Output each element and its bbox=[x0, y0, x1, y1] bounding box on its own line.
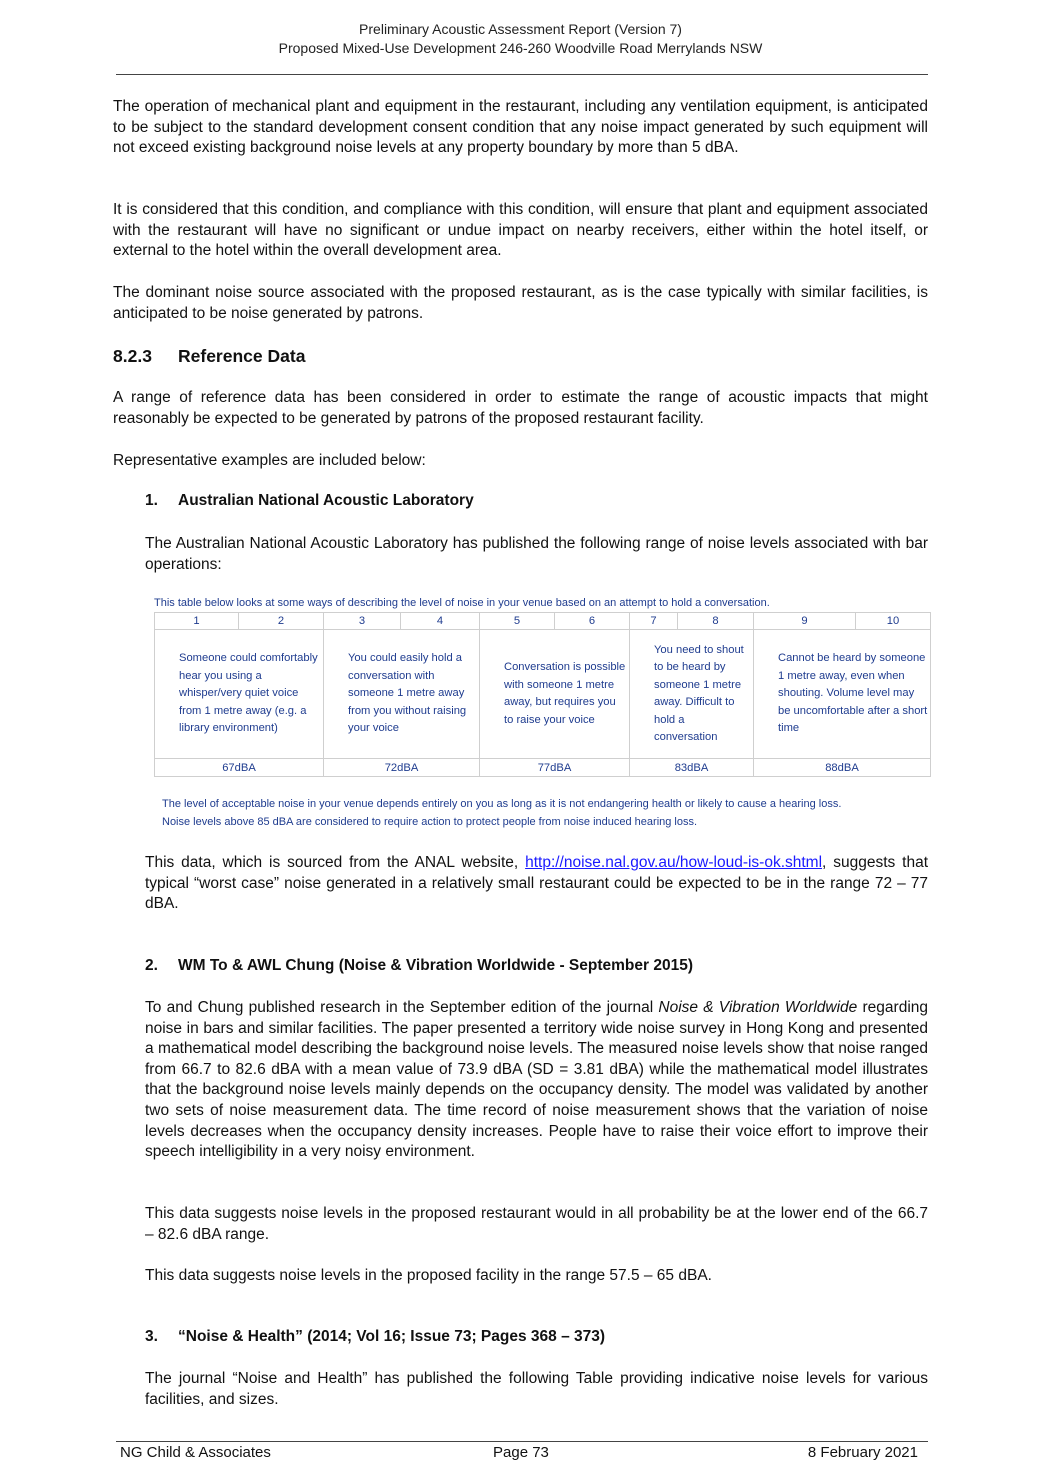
item-heading bbox=[145, 492, 474, 510]
table-caption: This table below looks at some ways of describing the level of noise in your venue based on an attempt to hold a conversation. bbox=[154, 597, 770, 609]
item-title: WM To & AWL Chung (Noise & Vibration Worldwide - September 2015) bbox=[178, 957, 693, 974]
scale-cell: 4 bbox=[401, 613, 480, 630]
footer-date: 8 February 2021 bbox=[807, 1444, 918, 1461]
header-rule bbox=[116, 74, 928, 75]
scale-cell: 8 bbox=[678, 613, 754, 630]
page-header bbox=[0, 20, 1041, 58]
text-run: To and Chung published research in the September edition of the journal bbox=[145, 999, 659, 1016]
item-number: 3. bbox=[145, 1328, 158, 1345]
paragraph: Representative examples are included below: bbox=[113, 452, 426, 469]
paragraph: This data suggests noise levels in the proposed restaurant would in all probability be at the lower end of the 66.7 – 82.6 dBA range. bbox=[145, 1205, 928, 1243]
scale-cell: 2 bbox=[239, 613, 324, 630]
item-title: Australian National Acoustic Laboratory bbox=[178, 492, 474, 509]
paragraph: The journal “Noise and Health” has published the following Table providing indicative noise levels for various facilities, and sizes. bbox=[145, 1370, 928, 1408]
scale-cell: 5 bbox=[480, 613, 555, 630]
noise-level-table-figure bbox=[154, 595, 930, 831]
level-cell: 67dBA bbox=[155, 759, 324, 777]
text-run: This data, which is sourced from the ANAL website, bbox=[145, 854, 526, 871]
scale-cell: 7 bbox=[630, 613, 678, 630]
item-number: 2. bbox=[145, 957, 158, 974]
level-cell: 88dBA bbox=[754, 759, 931, 777]
scale-cell: 10 bbox=[856, 613, 931, 630]
project-title: Proposed Mixed-Use Development 246-260 Woodville Road Merrylands NSW bbox=[278, 40, 763, 56]
scale-cell: 3 bbox=[324, 613, 401, 630]
description-cell: Cannot be heard by someone 1 metre away, even when shouting. Volume level may be uncomfortable after a short time bbox=[754, 630, 931, 759]
description-cell: Someone could comfortably hear you using a whisper/very quiet voice from 1 metre away (e.g. a library environment) bbox=[155, 630, 324, 759]
item-title: “Noise & Health” (2014; Vol 16; Issue 73; Pages 368 – 373) bbox=[178, 1328, 606, 1345]
description-cell: Conversation is possible with someone 1 metre away, but requires you to raise your voice bbox=[480, 630, 630, 759]
item-heading bbox=[145, 1328, 605, 1346]
scale-cell: 1 bbox=[155, 613, 239, 630]
paragraph: The dominant noise source associated with the proposed restaurant, as is the case typically with similar facilities, is anticipated to be noise generated by patrons. bbox=[113, 284, 928, 322]
nal-website-link[interactable]: http://noise.nal.gov.au/how-loud-is-ok.shtml bbox=[525, 854, 823, 871]
paragraph: The operation of mechanical plant and equipment in the restaurant, including any ventilation equipment, is anticipated to be subject to the standard development consent condition that any noise impact generated by such equipment will not exceed existing background noise levels at any property boundary by more than 5 dBA. bbox=[113, 98, 928, 157]
footer-company: NG Child & Associates bbox=[120, 1444, 271, 1461]
paragraph: It is considered that this condition, and compliance with this condition, will ensure that plant and equipment associated with the restaurant will have no significant or undue impact on nearby receivers, either within the hotel itself, or external to the hotel within the overall development area. bbox=[113, 201, 928, 260]
report-title: Preliminary Acoustic Assessment Report (Version 7) bbox=[359, 21, 682, 37]
level-cell: 72dBA bbox=[324, 759, 480, 777]
description-cell: You could easily hold a conversation with someone 1 metre away from you without raising your voice bbox=[324, 630, 480, 759]
paragraph: The Australian National Acoustic Laboratory has published the following range of noise levels associated with bar operations: bbox=[145, 535, 928, 573]
footer-page-number: Page 73 bbox=[493, 1444, 549, 1461]
noise-level-table bbox=[154, 612, 931, 777]
description-row bbox=[155, 630, 931, 759]
paragraph bbox=[145, 998, 928, 1163]
paragraph: A range of reference data has been considered in order to estimate the range of acoustic impacts that might reasonably be expected to be generated by patrons of the proposed restaurant facility. bbox=[113, 389, 928, 427]
text-run: , suggests that typical “worst case” noise generated in a relatively small restaurant could be expected to be in the range 72 – 77 dBA. bbox=[145, 854, 928, 913]
text-run: regarding noise in bars and similar facilities. The paper presented a territory wide noise survey in Hong Kong and presented a mathematical model describing the background noise levels. The measured noise levels show that noise ranged from 66.7 to 82.6 dBA with a mean value of 73.9 dBA (SD = 3.81 dBA) while the mathematical model illustrates that the background noise levels mainly depends on the occupancy density. The model was validated by another two sets of noise measurement data. The time record of noise measurement shows that the variation of noise levels decreases when the occupancy density increases. People have to raise their voice effort to improve their speech intelligibility in a very noisy environment. bbox=[145, 999, 929, 1161]
section-number: 8.2.3 bbox=[113, 346, 152, 366]
item-heading bbox=[145, 957, 693, 975]
level-row bbox=[155, 759, 931, 777]
level-cell: 77dBA bbox=[480, 759, 630, 777]
scale-cell: 6 bbox=[555, 613, 630, 630]
level-cell: 83dBA bbox=[630, 759, 754, 777]
paragraph: This data suggests noise levels in the proposed facility in the range 57.5 – 65 dBA. bbox=[145, 1267, 712, 1284]
footnote-line: Noise levels above 85 dBA are considered to require action to protect people from noise induced hearing loss. bbox=[162, 816, 698, 828]
section-title: Reference Data bbox=[178, 346, 306, 366]
description-cell: You need to shout to be heard by someone 1 metre away. Difficult to hold a conversation bbox=[630, 630, 754, 759]
section-heading bbox=[113, 346, 305, 367]
scale-row bbox=[155, 613, 931, 630]
item-number: 1. bbox=[145, 492, 158, 509]
scale-cell: 9 bbox=[754, 613, 856, 630]
table-footnote bbox=[162, 795, 930, 831]
footer-rule bbox=[116, 1441, 928, 1442]
journal-title: Noise & Vibration Worldwide bbox=[658, 999, 858, 1016]
paragraph bbox=[145, 853, 928, 915]
footnote-line: The level of acceptable noise in your venue depends entirely on you as long as it is not endangering health or likely to cause a hearing loss. bbox=[162, 798, 842, 810]
